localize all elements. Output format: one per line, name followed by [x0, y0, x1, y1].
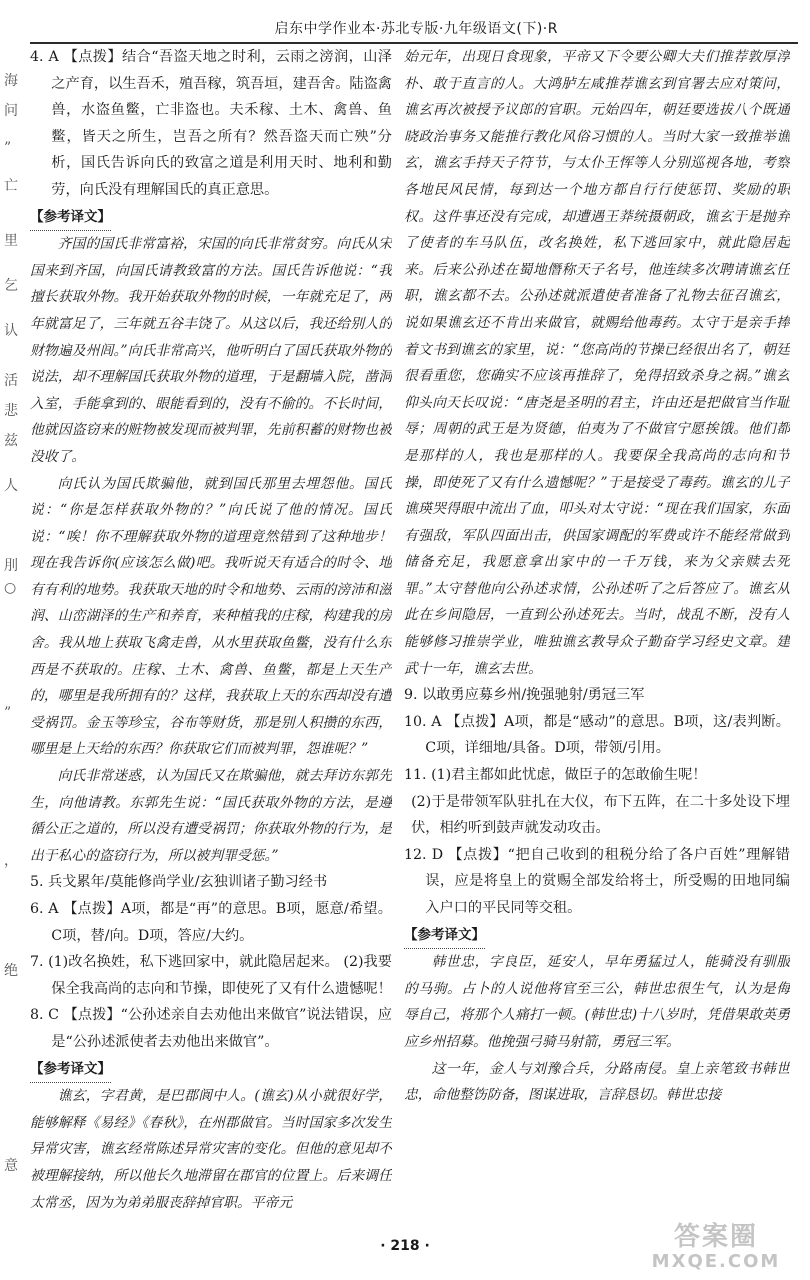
answer-item: 6. A 【点拨】A项，都是“再”的意思。B项，愿意/希望。C项，替/向。D项，答应/大约。: [30, 901, 392, 944]
translation-paragraph: 韩世忠，字良臣，延安人，早年勇猛过人，能骑没有驯服的马驹。占卜的人说他将官至三公，韩世忠很生气，认为是侮辱自己，将那个人痛打一顿。(韩世忠)十八岁时，凭借果敢英勇应乡州招募。他挽强弓骑马射箭，勇冠三军。: [404, 954, 790, 1050]
edge-fragment: 亡: [4, 178, 18, 194]
left-column: [30, 44, 392, 1229]
answer-item: 4. A 【点拨】结合“吾盗天地之时利，云雨之滂润，山泽之产育，以生吾禾，殖吾稼，筑吾垣，建吾舍。陆盗禽兽，水盗鱼鳖，亡非盗也。夫禾稼、土木、禽兽、鱼鳖，皆天之所生，岂吾之所有？然吾盗天而亡殃”分析，国氏告诉向氏的致富之道是利用天时、地利和勤劳，向氏没有理解国氏的真正意思。: [30, 49, 392, 198]
answer-item: 9. 以敢勇应募乡州/挽强驰射/勇冠三军: [404, 687, 645, 704]
translation-paragraph: 齐国的国氏非常富裕，宋国的向氏非常贫穷。向氏从宋国来到齐国，向国氏请教致富的方法。国氏告诉他说：“我擅长获取外物。我开始获取外物的时候，一年就充足了，两年就富足了，三年就五谷丰饶了。从这以后，我还给别人的财物遍及州闾。”向氏非常高兴，他听明白了国氏获取外物的说法，却不理解国氏获取外物的道理，于是翻墙入院，凿洞入室，手能拿到的、眼能看到的，没有不偷的。不长时间，他就因盗窃来的赃物被发现而被判罪，先前积蓄的财物也被没收了。: [30, 236, 392, 465]
answer-subitem: (2)于是带领军队驻扎在大仪，布下五阵，在二十多处设下埋伏，相约听到鼓声就发动攻击。: [411, 793, 790, 837]
watermark-url: MXQE.COM: [651, 1251, 781, 1272]
answer-item: 12. D 【点拨】“把自己收到的租税分给了各户百姓”理解错误，应是将皇上的赏赐全部发给将士，所受赐的田地同编入户口的平民同等交租。: [404, 846, 790, 916]
edge-fragment: 刖: [4, 558, 18, 574]
watermark-top-text: 答案圈: [673, 1222, 758, 1252]
edge-fragment: ，: [4, 853, 18, 869]
edge-fragment: 悲: [4, 403, 18, 419]
left-edge-fragments: [0, 0, 26, 1280]
edge-fragment: 海: [4, 73, 18, 89]
edge-fragment: 活: [4, 373, 18, 389]
edge-fragment: 意: [4, 1158, 18, 1174]
edge-fragment: 里: [4, 233, 18, 249]
reference-translation-heading: 【参考译文】: [404, 922, 485, 950]
header-title: 启东中学作业本·苏北专版·九年级语文(下)·R: [274, 21, 558, 37]
edge-fragment: 问: [4, 103, 18, 119]
edge-fragment: 乞: [4, 278, 18, 294]
page-header: [30, 8, 798, 44]
edge-fragment: ”: [4, 140, 12, 156]
watermark-logo: [632, 1222, 800, 1278]
reference-translation-heading: 【参考译文】: [30, 204, 111, 232]
answer-item: 11. (1)君主都如此忧虑，做臣子的怎敢偷生呢！: [404, 767, 707, 784]
translation-paragraph: 向氏认为国氏欺骗他，就到国氏那里去埋怨他。国氏说：“你是怎样获取外物的？”向氏说了他的情况。国氏说：“唉！你不理解获取外物的道理竟然错到了这种地步！现在我告诉你(应该怎么做)吧。我听说天有适合的时令、地有有利的地势。我获取天地的时令和地势、云雨的滂沛和滋润、山峦湖泽的生产和养育，来种植我的庄稼，构建我的房舍。我从地上获取飞禽走兽，从水里获取鱼鳖，没有什么东西是不获取的。庄稼、土木、禽兽、鱼鳖，都是上天生产的，哪里是我所拥有的？这样，我获取上天的东西却没有遭受祸罚。金玉等珍宝，谷布等财货，那是别人积攒的东西，哪里是上天给的东西？你获取它们而被判罪，怨谁呢？”: [30, 475, 392, 758]
reference-translation-heading: 【参考译文】: [30, 1056, 111, 1084]
edge-fragment: 绝: [4, 963, 18, 979]
answer-item: 8. C 【点拨】“公孙述亲自去劝他出来做官”说法错误，应是“公孙述派使者去劝他出来做官”。: [30, 1007, 392, 1050]
answer-item: 10. A 【点拨】A项，都是“感动”的意思。B项，这/表判断。C项，详细地/具备。D项，带领/引用。: [404, 713, 790, 757]
right-column: [404, 44, 790, 1229]
edge-fragment: 兹: [4, 433, 18, 449]
reference-heading-row: [30, 1056, 392, 1084]
translation-paragraph: 始元年，出现日食现象，平帝又下令要公卿大夫们推荐敦厚淳朴、敢于直言的人。大鸿胪左咸推荐谯玄到官署去应对策问，谯玄再次被授予议郎的官职。元始四年，朝廷要选拔八个既通晓政治事务又能推行教化风俗习惯的人。当时大家一致推举谯玄，谯玄手持天子符节，与太仆王恽等人分别巡视各地，考察各地民风民情，每到达一个地方都自行行使惩罚、奖励的职权。这件事还没有完成，却遭遇王莽统摄朝政，谯玄于是抛弃了使者的车马队伍，改名换姓，私下逃回家中，就此隐居起来。后来公孙述在蜀地僭称天子名号，他连续多次聘请谯玄任职，谯玄都不去。公孙述就派遣使者准备了礼物去征召谯玄，说如果谯玄还不肯出来做官，就赐给他毒药。太守于是亲手捧着文书到谯玄的家里，说：“您高尚的节操已经很出名了，朝廷很看重您，您确实不应该再推辞了，免得招致杀身之祸。”谯玄仰头向天长叹说：“唐尧是圣明的君主，许由还是把做官当作耻辱；周朝的武王是为贤德，伯夷为了不做官宁愿挨饿。他们都是那样的人，我也是那样的人。我要保全我高尚的志向和节操，即使死了又有什么遗憾呢？”于是接受了毒药。谯玄的儿子谯瑛哭得眼中流出了血，叩头对太守说：“现在我们国家，东面有强敌，军队四面出击，供国家调配的军费或许不能经常做到储备充足，我愿意拿出家中的一千万钱，来为父亲赎去死罪。”太守替他向公孙述求情，公孙述听了之后答应了。谯玄从此在乡间隐居，一直到公孙述死去。当时，战乱不断，没有人能够修习推崇学业，唯独谯玄教导众子勤奋学习经史文章。建武十一年，谯玄去世。: [404, 49, 790, 677]
translation-paragraph: 谯玄，字君黄，是巴郡阆中人。(谯玄)从小就很好学，能够解释《易经》《春秋》，在州郡做官。当时国家多次发生异常灾害，谯玄经常陈述异常灾害的变化。但他的意见却不被理解接纳，所以他长久地滞留在郡官的位置上。后来调任太常丞，因为为弟弟服丧辞掉官职。平帝元: [30, 1088, 392, 1211]
translation-paragraph: 这一年，金人与刘豫合兵，分路南侵。皇上亲笔致书韩世忠，命他整饬防备，图谋进取，言辞恳切。韩世忠接: [404, 1060, 790, 1104]
reference-heading-row: [404, 922, 790, 950]
edge-fragment: ”: [4, 705, 12, 721]
edge-fragment: 认: [4, 323, 18, 339]
answer-item: 5. 兵戈累年/莫能修尚学业/玄独训诸子勤习经书: [30, 874, 328, 891]
edge-fragment: ○: [4, 580, 17, 596]
edge-fragment: 人: [4, 478, 18, 494]
answer-item: 7. (1)改名换姓，私下逃回家中，就此隐居起来。 (2)我要保全我高尚的志向和节操，即使死了又有什么遗憾呢！: [30, 954, 392, 997]
reference-heading-row: [30, 204, 392, 232]
page-number: · 218 ·: [380, 1238, 430, 1254]
translation-paragraph: 向氏非常迷惑，认为国氏又在欺骗他，就去拜访东郭先生，向他请教。东郭先生说：“国氏获取外物的方法，是遵循公正之道的，所以没有遭受祸罚；你获取外物的行为，是出于私心的盗窃行为，所以被判罪受惩。”: [30, 768, 392, 864]
